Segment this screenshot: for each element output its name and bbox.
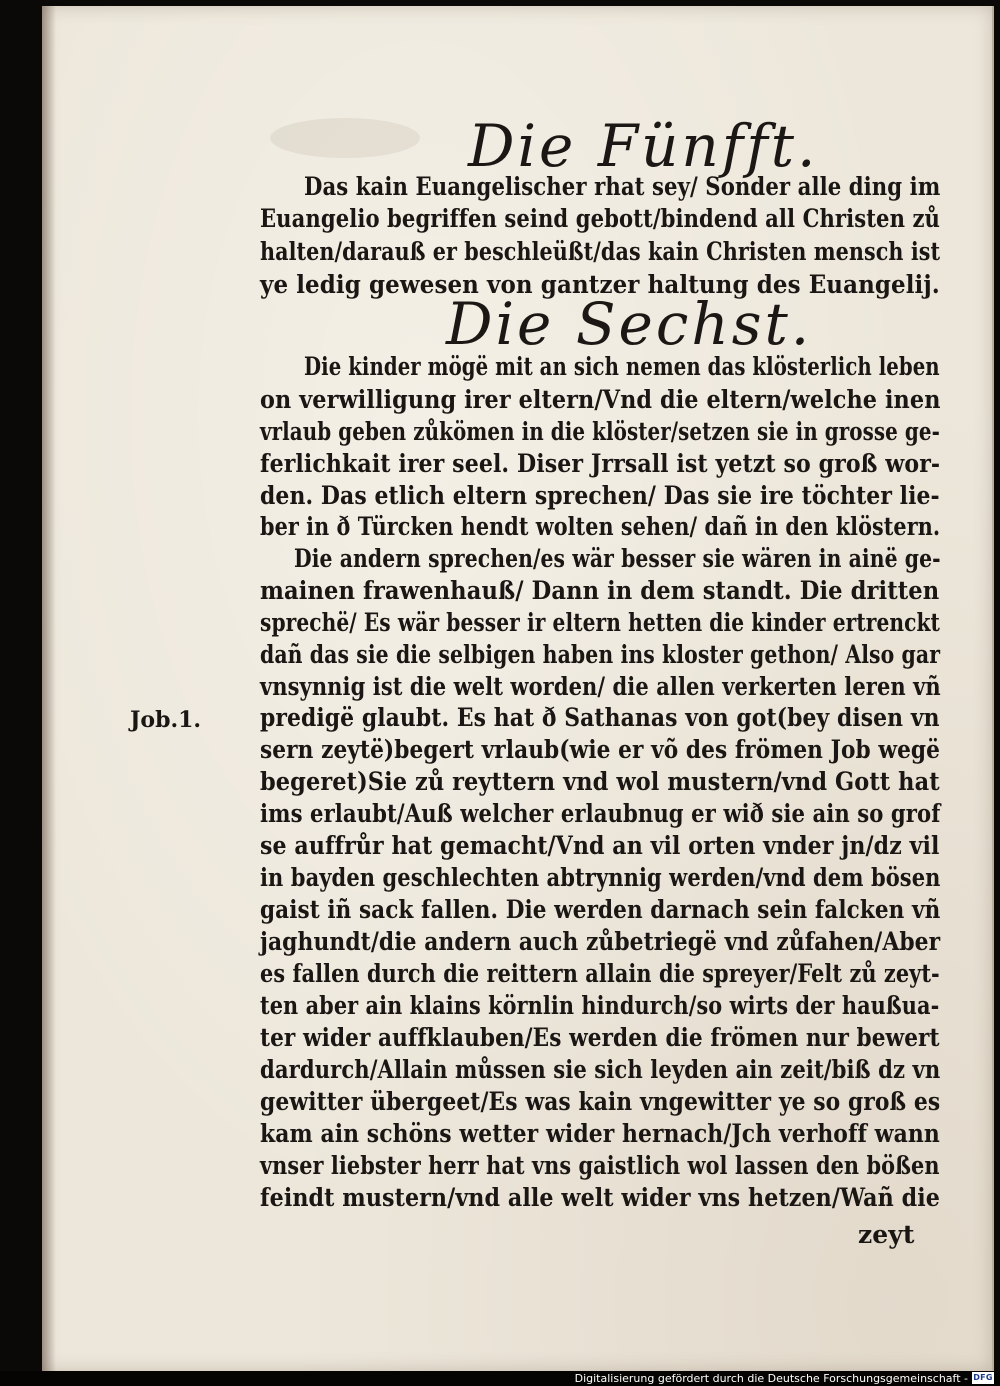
section-heading-fuenfft: Die Fünfft.	[468, 112, 819, 180]
text-line: ten aber ain klains körnlin hindurch/so wirts der haußua-	[260, 991, 940, 1020]
text-line: Das kain Euangelischer rhat sey/ Sonder alle ding im	[304, 172, 941, 201]
text-line: Euangelio begriffen seind gebott/bindend all Christen zů	[260, 204, 941, 233]
text-line: es fallen durch die reittern allain die spreyer/Felt zů zeyt-	[260, 959, 940, 988]
text-line: vnsynnig ist die welt worden/ die allen verkerten leren vñ	[260, 672, 941, 701]
text-line: predigë glaubt. Es hat ð Sathanas von got(bey disen vn	[260, 703, 940, 732]
text-line: mainen frawenhauß/ Dann in dem standt. Die dritten	[260, 576, 940, 605]
text-line: ter wider auffklauben/Es werden die frömen nur bewert	[260, 1023, 940, 1052]
text-line: jaghundt/die andern auch zůbetriegë vnd zůfahen/Aber	[260, 927, 941, 956]
text-line: feindt mustern/vnd alle welt wider vns hetzen/Wañ die	[260, 1183, 940, 1212]
text-line: dañ das sie die selbigen haben ins kloster gethon/ Also gar	[260, 640, 941, 669]
text-line: sprechë/ Es wär besser ir eltern hetten die kinder ertrenckt	[260, 608, 940, 637]
text-line: in bayden geschlechten abtrynnig werden/vnd dem bösen	[260, 863, 941, 892]
text-line: se auffrůr hat gemacht/Vnd an vil orten vnder jn/dz vil	[260, 831, 940, 860]
text-line: sern zeytë)begert vrlaub(wie er võ des frömen Job wegë	[260, 735, 941, 764]
funding-credit: Digitalisierung gefördert durch die Deutsche Forschungsgemeinschaft -	[574, 1372, 968, 1385]
text-line: ferlichkait irer seel. Diser Jrrsall ist yetzt so groß wor-	[260, 449, 941, 478]
text-line: gewitter übergeet/Es was kain vngewitter ye so groß es	[260, 1087, 941, 1116]
text-line: Die andern sprechen/es wär besser sie wären in ainë ge-	[294, 544, 941, 573]
text-line: den. Das etlich eltern sprechen/ Das sie ire töchter lie-	[260, 481, 940, 510]
text-line: halten/darauß er beschleüßt/das kain Christen mensch ist	[260, 237, 941, 266]
text-line: begeret)Sie zů reyttern vnd wol mustern/vnd Gott hat	[260, 767, 940, 796]
text-line: on verwilligung irer eltern/Vnd die eltern/welche inen	[260, 385, 941, 414]
text-line: ber in ð Türcken hendt wolten sehen/ dañ in den klöstern.	[260, 512, 941, 541]
text-line: ye ledig gewesen von gantzer haltung des Euangelij.	[260, 270, 940, 299]
text-line: gaist iñ sack fallen. Die werden darnach sein falcken vñ	[260, 895, 941, 924]
ink-smudge	[270, 118, 420, 158]
text-line: vrlaub geben zůkömen in die klöster/setzen sie in grosse ge-	[260, 417, 940, 446]
text-line: Die kinder mögë mit an sich nemen das klösterlich leben	[304, 352, 940, 381]
text-line: ims erlaubt/Auß welcher erlaubnug er wið sie ain so grof	[260, 799, 941, 828]
dfg-logo: DFG	[973, 1373, 993, 1382]
catchword: zeyt	[858, 1220, 915, 1249]
section-heading-sechst: Die Sechst.	[446, 290, 813, 358]
margin-note-reference: Job.1.	[130, 707, 202, 733]
page-gutter-shadow	[42, 6, 56, 1371]
text-line: dardurch/Allain můssen sie sich leyden ain zeit/biß dz vn	[260, 1055, 941, 1084]
text-line: kam ain schöns wetter wider hernach/Jch verhoff wann	[260, 1119, 940, 1148]
text-line: vnser liebster herr hat vns gaistlich wol lassen den bößen	[260, 1151, 940, 1180]
